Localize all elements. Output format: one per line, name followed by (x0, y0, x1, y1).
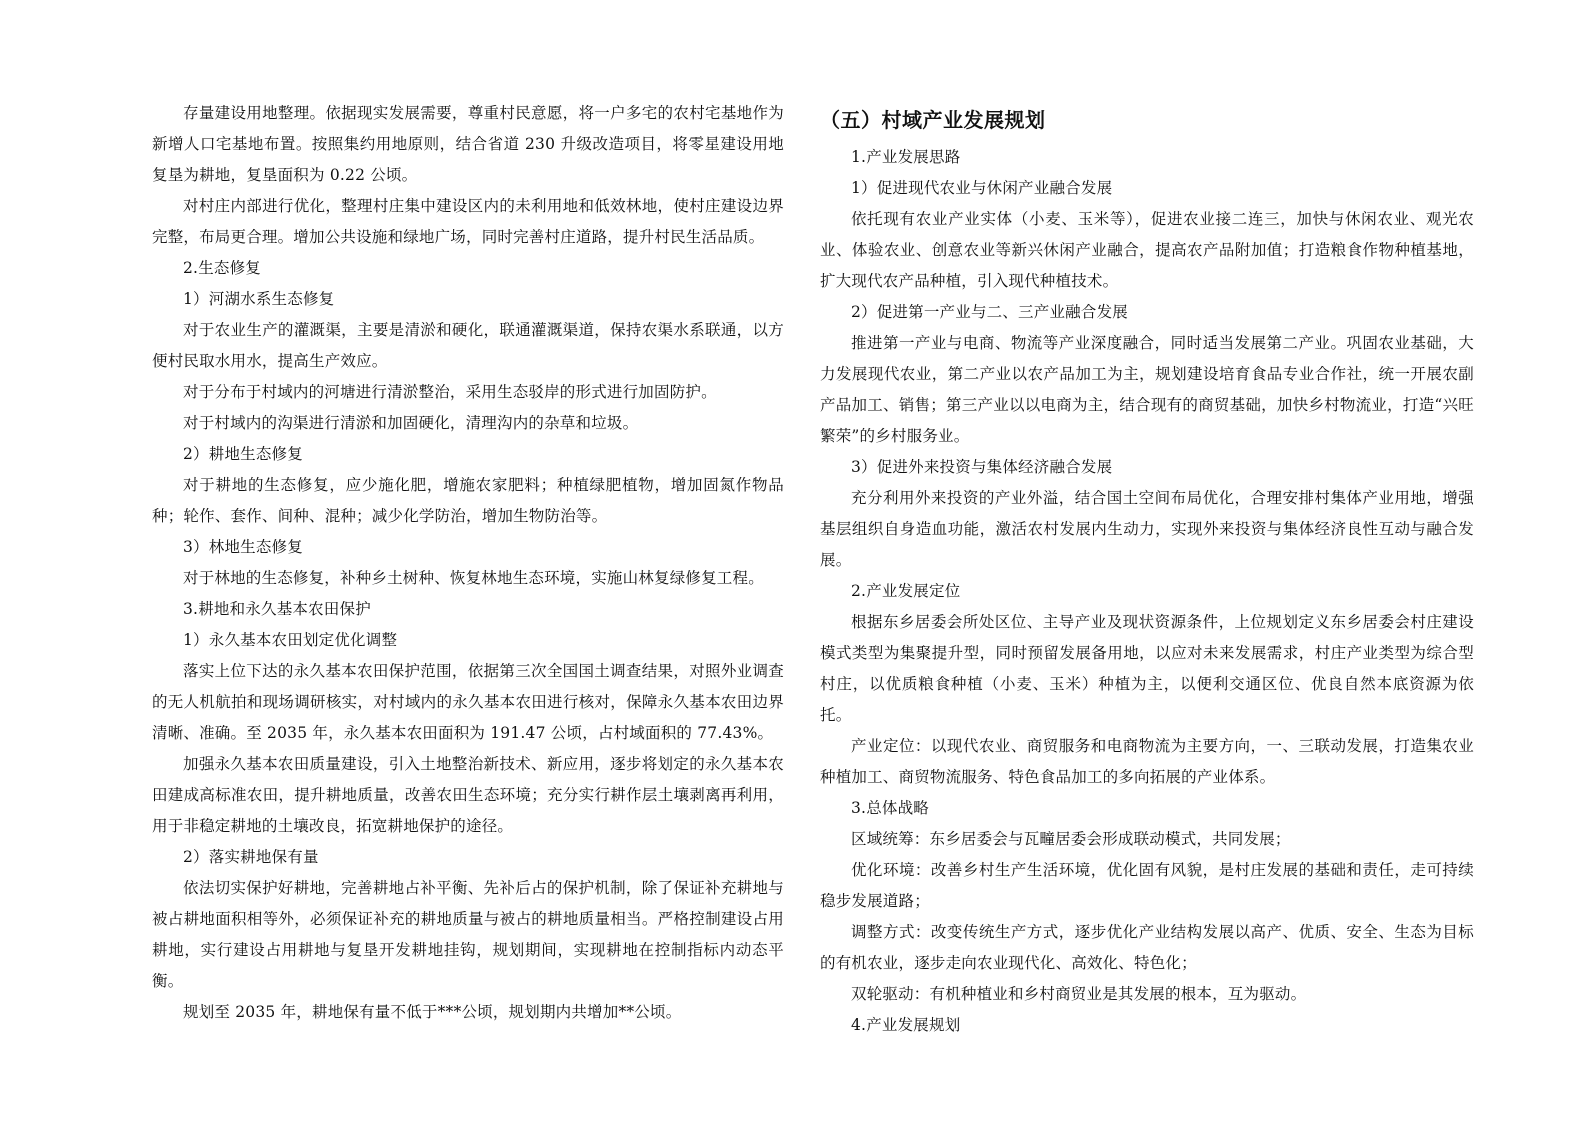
subsection-heading: 1）河湖水系生态修复 (183, 290, 335, 308)
paragraph: 依法切实保护好耕地，完善耕地占补平衡、先补后占的保护机制，除了保证补充耕地与被占耕地面积相等外，必须保证补充的耕地质量与被占的耕地质量相当。严格控制建设占用耕地，实行建设占用耕地与复垦开发耕地挂钩，规划期间，实现耕地在控制指标内动态平衡。 (152, 879, 784, 990)
paragraph: 区域统筹：东乡居委会与瓦疃居委会形成联动模式，共同发展； (851, 830, 1291, 848)
paragraph: 双轮驱动：有机种植业和乡村商贸业是其发展的根本，互为驱动。 (851, 985, 1307, 1003)
paragraph: 对于林地的生态修复，补种乡土树种、恢复林地生态环境，实施山林复绿修复工程。 (183, 569, 764, 587)
paragraph: 加强永久基本农田质量建设，引入土地整治新技术、新应用，逐步将划定的永久基本农田建成高标准农田，提升耕地质量，改善农田生态环境；充分实行耕作层土壤剥离再利用，用于非稳定耕地的土壤改良，拓宽耕地保护的途径。 (152, 755, 784, 835)
chapter-heading: （五）村域产业发展规划 (820, 108, 1046, 132)
paragraph: 优化环境：改善乡村生产生活环境，优化固有风貌，是村庄发展的基础和责任，走可持续稳步发展道路； (820, 861, 1474, 910)
section-heading: 3.总体战略 (851, 799, 929, 817)
subsection-heading: 1）促进现代农业与休闲产业融合发展 (851, 179, 1113, 197)
paragraph: 充分利用外来投资的产业外溢，结合国土空间布局优化，合理安排村集体产业用地，增强基层组织自身造血功能，激活农村发展内生动力，实现外来投资与集体经济良性互动与融合发展。 (820, 489, 1474, 569)
paragraph: 产业定位：以现代农业、商贸服务和电商物流为主要方向，一、三联动发展，打造集农业种植加工、商贸物流服务、特色食品加工的多向拓展的产业体系。 (820, 737, 1474, 786)
left-column (152, 98, 784, 1028)
paragraph: 推进第一产业与电商、物流等产业深度融合，同时适当发展第二产业。巩固农业基础，大力发展现代农业，第二产业以农产品加工为主，规划建设培育食品专业合作社，统一开展农副产品加工、销售；第三产业以以电商为主，结合现有的商贸基础，加快乡村物流业，打造“兴旺繁荣”的乡村服务业。 (820, 334, 1474, 445)
paragraph: 对村庄内部进行优化，整理村庄集中建设区内的未利用地和低效林地，使村庄建设边界完整，布局更合理。增加公共设施和绿地广场，同时完善村庄道路，提升村民生活品质。 (152, 197, 784, 246)
subsection-heading: 1）永久基本农田划定优化调整 (183, 631, 398, 649)
section-heading: 2.生态修复 (183, 259, 261, 277)
section-heading: 3.耕地和永久基本农田保护 (183, 600, 371, 618)
paragraph: 落实上位下达的永久基本农田保护范围，依据第三次全国国土调查结果，对照外业调查的无人机航拍和现场调研核实，对村域内的永久基本农田进行核对，保障永久基本农田边界清晰、准确。至 2035 年，永久基本农田面积为 191.47 公顷，占村域面积的 77.43%。 (152, 662, 784, 742)
paragraph: 对于耕地的生态修复，应少施化肥，增施农家肥料；种植绿肥植物，增加固氮作物品种；轮作、套作、间种、混种；减少化学防治，增加生物防治等。 (152, 476, 784, 525)
paragraph: 依托现有农业产业实体（小麦、玉米等），促进农业接二连三，加快与休闲农业、观光农业、体验农业、创意农业等新兴休闲产业融合，提高农产品附加值；打造粮食作物种植基地，扩大现代农产品种植，引入现代种植技术。 (820, 210, 1474, 290)
paragraph: 对于分布于村域内的河塘进行清淤整治，采用生态驳岸的形式进行加固防护。 (183, 383, 717, 401)
subsection-heading: 2）落实耕地保有量 (183, 848, 319, 866)
subsection-heading: 3）林地生态修复 (183, 538, 303, 556)
section-heading: 4.产业发展规划 (851, 1016, 961, 1034)
paragraph: 存量建设用地整理。依据现实发展需要，尊重村民意愿，将一户多宅的农村宅基地作为新增人口宅基地布置。按照集约用地原则，结合省道 230 升级改造项目，将零星建设用地复垦为耕地，复垦面积为 0.22 公顷。 (152, 104, 784, 184)
subsection-heading: 2）耕地生态修复 (183, 445, 303, 463)
subsection-heading: 2）促进第一产业与二、三产业融合发展 (851, 303, 1128, 321)
paragraph: 规划至 2035 年，耕地保有量不低于***公顷，规划期内共增加**公顷。 (183, 1003, 682, 1021)
right-column (820, 104, 1474, 1041)
paragraph: 对于农业生产的灌溉渠，主要是清淤和硬化，联通灌溉渠道，保持农渠水系联通，以方便村民取水用水，提高生产效应。 (152, 321, 784, 370)
paragraph: 调整方式：改变传统生产方式，逐步优化产业结构发展以高产、优质、安全、生态为目标的有机农业，逐步走向农业现代化、高效化、特色化； (820, 923, 1474, 972)
paragraph: 根据东乡居委会所处区位、主导产业及现状资源条件，上位规划定义东乡居委会村庄建设模式类型为集聚提升型，同时预留发展备用地，以应对未来发展需求，村庄产业类型为综合型村庄，以优质粮食种植（小麦、玉米）种植为主，以便利交通区位、优良自然本底资源为依托。 (820, 613, 1474, 724)
section-heading: 1.产业发展思路 (851, 148, 961, 166)
subsection-heading: 3）促进外来投资与集体经济融合发展 (851, 458, 1113, 476)
paragraph: 对于村域内的沟渠进行清淤和加固硬化，清理沟内的杂草和垃圾。 (183, 414, 639, 432)
section-heading: 2.产业发展定位 (851, 582, 961, 600)
